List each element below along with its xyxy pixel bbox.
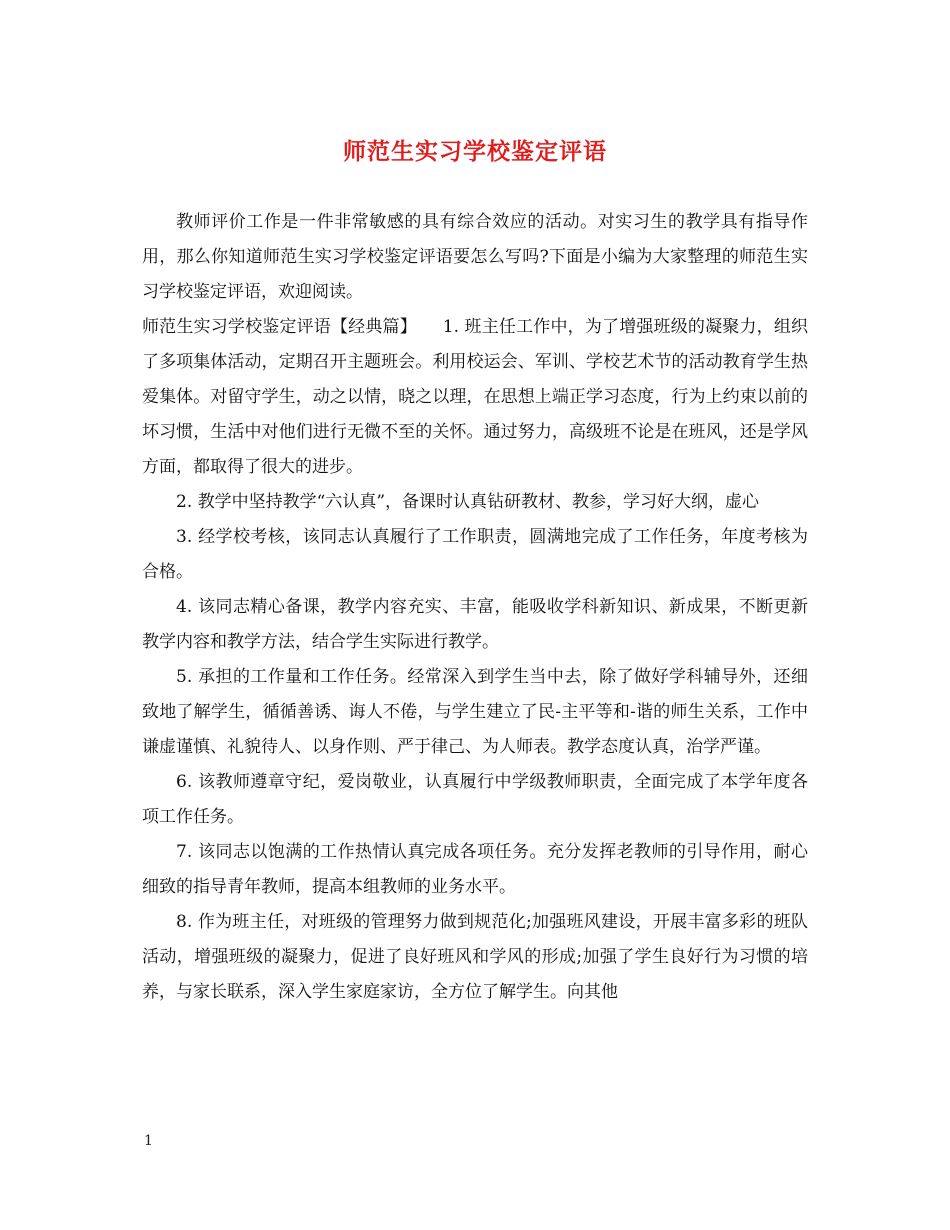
comment-paragraph-8: 8. 作为班主任，对班级的管理努力做到规范化;加强班风建设，开展丰富多彩的班队活动，增强班级的凝聚力，促进了良好班风和学风的形成;加强了学生良好行为习惯的培养，与家长联系，深入学生家庭家访，全方位了解学生。向其他: [142, 912, 808, 1002]
section-heading-paragraph: 师范生实习学校鉴定评语【经典篇】 1. 班主任工作中，为了增强班级的凝聚力，组织了多项集体活动，定期召开主题班会。利用校运会、军训、学校艺术节的活动教育学生热爱集体。对留守学生，动之以情，晓之以理，在思想上端正学习态度，行为上约束以前的坏习惯，生活中对他们进行无微不至的关怀。通过努力，高级班不论是在班风，还是学风方面，都取得了很大的进步。: [142, 317, 808, 477]
document-body: [142, 205, 808, 1010]
comment-paragraph-3: 3. 经学校考核，该同志认真履行了工作职责，圆满地完成了工作任务，年度考核为合格。: [142, 527, 808, 582]
intro-paragraph: 教师评价工作是一件非常敏感的具有综合效应的活动。对实习生的教学具有指导作用，那么你知道师范生实习学校鉴定评语要怎么写吗?下面是小编为大家整理的师范生实习学校鉴定评语，欢迎阅读。: [142, 212, 808, 302]
comment-paragraph-4: 4. 该同志精心备课，教学内容充实、丰富，能吸收学科新知识、新成果，不断更新教学内容和教学方法，结合学生实际进行教学。: [142, 597, 808, 652]
page-number: 1: [144, 1133, 153, 1149]
document-title: 师范生实习学校鉴定评语: [343, 138, 607, 165]
comment-paragraph-7: 7. 该同志以饱满的工作热情认真完成各项任务。充分发挥老教师的引导作用，耐心细致的指导青年教师，提高本组教师的业务水平。: [142, 842, 808, 897]
comment-paragraph-5: 5. 承担的工作量和工作任务。经常深入到学生当中去，除了做好学科辅导外，还细致地了解学生，循循善诱、诲人不倦，与学生建立了民-主平等和-谐的师生关系，工作中谦虚谨慎、礼貌待人、以身作则、严于律己、为人师表。教学态度认真，治学严谨。: [142, 667, 808, 757]
comment-paragraph-6: 6. 该教师遵章守纪，爱岗敬业，认真履行中学级教师职责，全面完成了本学年度各项工作任务。: [142, 772, 808, 827]
comment-paragraph-2: 2. 教学中坚持教学“六认真”，备课时认真钻研教材、教参，学习好大纲，虚心: [176, 492, 760, 512]
